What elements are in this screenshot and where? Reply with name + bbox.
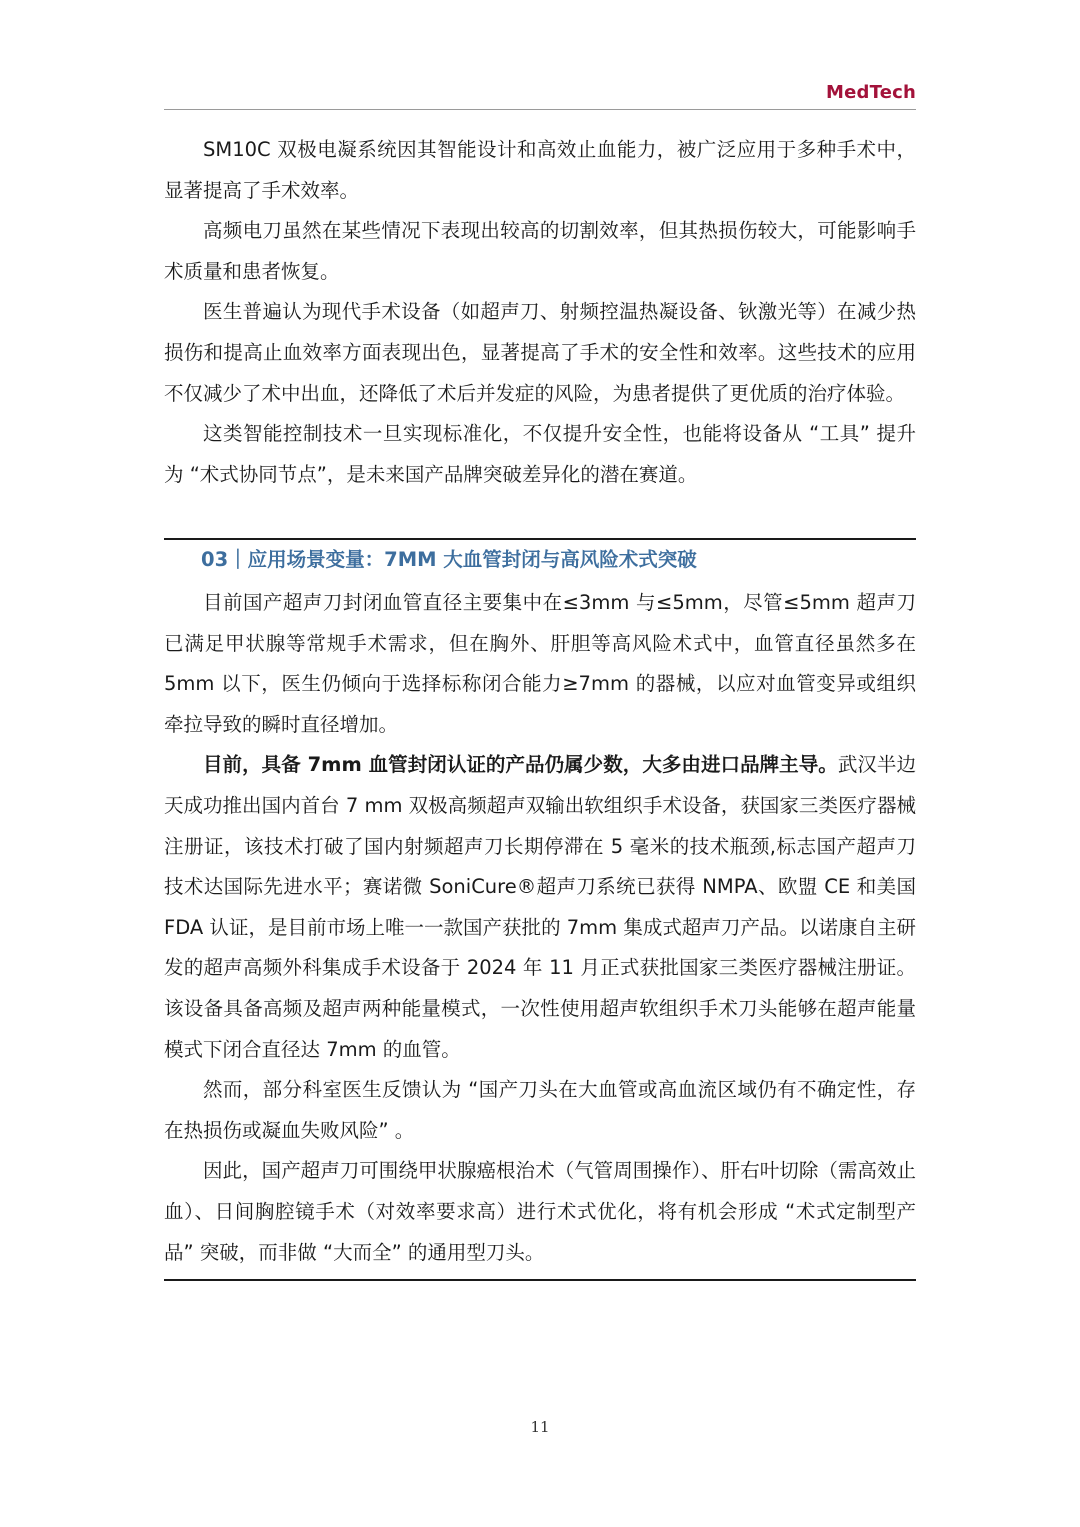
header-brand: MedTech [826,82,916,103]
section-body [164,583,916,1273]
intro-text [164,130,916,495]
paragraph-sm10c: SM10C 双极电凝系统因其智能设计和高效止血能力，被广泛应用于多种手术中，显著提高了手术效率。 [164,138,916,202]
section-bottom-rule [164,1279,916,1281]
paragraph-smart-control: 这类智能控制技术一旦实现标准化，不仅提升安全性，也能将设备从 “工具” 提升为 “术式协同节点”，是未来国产品牌突破差异化的潜在赛道。 [164,422,916,486]
section-title: 03｜应用场景变量：7MM 大血管封闭与高风险术式突破 [201,548,697,571]
paragraph-hf-knife: 高频电刀虽然在某些情况下表现出较高的切割效率，但其热损伤较大，可能影响手术质量和患者恢复。 [164,219,916,283]
paragraph-conclusion: 因此，国产超声刀可围绕甲状腺癌根治术（气管周围操作）、肝右叶切除（需高效止血）、日间胸腔镜手术（对效率要求高）进行术式优化，将有机会形成 “术式定制型产品” 突破，而非做 “大而全” 的通用型刀头。 [164,1159,916,1264]
paragraph-7mm-products [164,745,916,1070]
paragraph-7mm-products-rest: 武汉半边天成功推出国内首台 7 mm 双极高频超声双输出软组织手术设备，获国家三类医疗器械注册证，该技术打破了国内射频超声刀长期停滞在 5 毫米的技术瓶颈,标志国产超声刀技术达国际先进水平；赛诺微 SoniCure®超声刀系统已获得 NMPA、欧盟 CE 和美国 FDA 认证，是目前市场上唯一一款国产获批的 7mm 集成式超声刀产品。以诺康自主研发的超声高频外科集成手术设备于 2024 年 11 月正式获批国家三类医疗器械注册证。该设备具备高频及超声两种能量模式，一次性使用超声软组织手术刀头能够在超声能量模式下闭合直径达 7mm 的血管。 [164,753,916,1061]
page-number: 11 [530,1418,550,1436]
header-rule [164,109,916,110]
bold-lead: 目前，具备 7mm 血管封闭认证的产品仍属少数，大多由进口品牌主导。 [203,753,838,777]
paragraph-doctor-opinion: 医生普遍认为现代手术设备（如超声刀、射频控温热凝设备、钬激光等）在减少热损伤和提高止血效率方面表现出色，显著提高了手术的安全性和效率。这些技术的应用不仅减少了术中出血，还降低了术后并发症的风险，为患者提供了更优质的治疗体验。 [164,300,916,405]
paragraph-vessel-diameter: 目前国产超声刀封闭血管直径主要集中在≤3mm 与≤5mm，尽管≤5mm 超声刀已满足甲状腺等常规手术需求，但在胸外、肝胆等高风险术式中，血管直径虽然多在 5mm 以下，医生仍倾向于选择标称闭合能力≥7mm 的器械，以应对血管变异或组织牵拉导致的瞬时直径增加。 [164,591,916,736]
paragraph-feedback: 然而，部分科室医生反馈认为 “国产刀头在大血管或高血流区域仍有不确定性，存在热损伤或凝血失败风险” 。 [164,1078,916,1142]
section-top-rule [164,538,916,540]
